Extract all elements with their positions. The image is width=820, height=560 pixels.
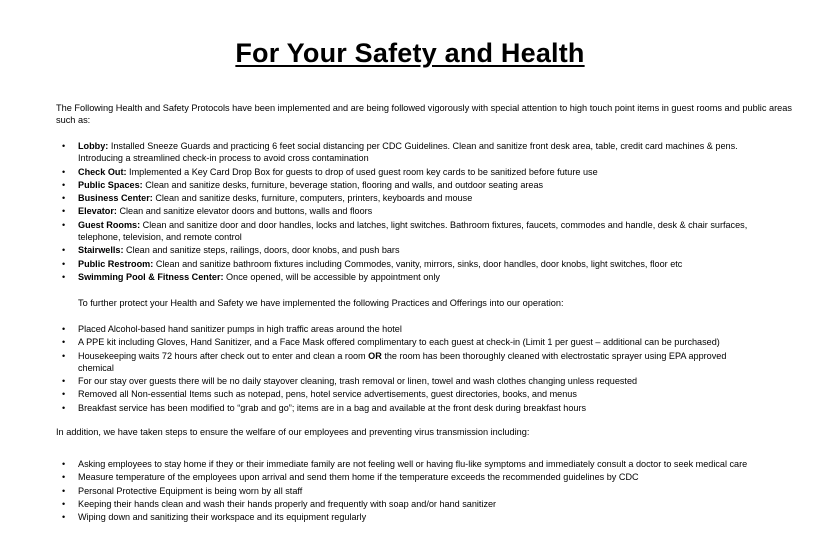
employees-heading: In addition, we have taken steps to ensure the welfare of our employees and preventing virus transmission including:: [56, 427, 530, 437]
bullet-icon: •: [62, 350, 66, 361]
practice-text: For our stay over guests there will be no daily stayover cleaning, trash removal or linen, towel and wash clothes changing unless requested: [78, 376, 638, 387]
list-item: [58, 219, 758, 244]
area-text: Clean and sanitize elevator doors and buttons, walls and floors: [116, 206, 373, 217]
area-text: Clean and sanitize steps, railings, doors, door knobs, and push bars: [123, 245, 400, 256]
list-item: [58, 350, 758, 375]
intro-paragraph: The Following Health and Safety Protocols have been implemented and are being followed vigorously with special attention to high touch point items in guest rooms and public areas such as:: [56, 103, 792, 125]
employee-measure-text: Asking employees to stay home if they or their immediate family are not feeling well or having flu-like symptoms and immediately consult a doctor to seek medical care: [78, 459, 748, 469]
area-text: Installed Sneeze Guards and practicing 6 feet social distancing per CDC Guidelines. Clean and sanitize front desk area, table, credit card machines & pens. Introducing a streamlined check-in process to avoid cross contamination: [78, 141, 738, 164]
list-item: [58, 140, 758, 165]
area-text: Once opened, will be accessible by appointment only: [223, 271, 440, 282]
area-text: Clean and sanitize bathroom fixtures including Commodes, vanity, mirrors, sinks, door handles, door knobs, light switches, floor etc: [153, 258, 683, 269]
list-item: [58, 375, 758, 387]
practice-text: Placed Alcohol-based hand sanitizer pumps in high traffic areas around the hotel: [78, 324, 402, 334]
bullet-icon: •: [62, 166, 66, 177]
employee-measure-text: Measure temperature of the employees upon arrival and send them home if the temperature exceeds the recommended guidelines by CDC: [78, 472, 639, 483]
list-item: [58, 179, 758, 191]
bullet-icon: •: [62, 485, 66, 496]
area-label: Public Spaces:: [78, 179, 143, 190]
list-item: [58, 192, 758, 204]
list-item: [58, 258, 758, 270]
practice-text: A PPE kit including Gloves, Hand Sanitizer, and a Face Mask offered complimentary to each guest at check-in (Limit 1 per guest – additional can be purchased): [78, 337, 720, 348]
employee-measure-text: Wiping down and sanitizing their workspace and its equipment regularly: [78, 512, 367, 523]
list-item: [58, 336, 758, 348]
list-item: [58, 485, 758, 497]
practices-list: [58, 323, 758, 415]
list-item: [58, 205, 758, 217]
list-item: [58, 458, 758, 470]
area-label: Swimming Pool & Fitness Center:: [78, 271, 224, 282]
bullet-icon: •: [62, 472, 66, 483]
bullet-icon: •: [62, 179, 66, 190]
area-text: Implemented a Key Card Drop Box for guests to drop of used guest room key cards to be sanitized before future use: [126, 166, 598, 177]
bullet-icon: •: [62, 498, 66, 509]
area-text: Clean and sanitize door and door handles, locks and latches, light switches. Bathroom fixtures, faucets, commodes and handle, desk & chair surfaces, telephone, television, and remote control: [78, 219, 748, 243]
list-item: [58, 402, 758, 414]
practice-text: Removed all Non-essential Items such as notepad, pens, hotel service advertisements, guest directories, books, and menus: [78, 389, 577, 400]
bullet-icon: •: [62, 206, 66, 217]
area-label: Public Restroom:: [78, 258, 154, 269]
bullet-icon: •: [62, 193, 66, 204]
practice-text: Housekeeping waits 72 hours after check out to enter and clean a room: [78, 350, 369, 361]
practice-text: Breakfast service has been modified to “grab and go”; items are in a bag and available at the front desk during breakfast hours: [78, 402, 587, 413]
area-text: Clean and sanitize desks, furniture, computers, printers, keyboards and mouse: [152, 193, 473, 204]
area-label: Business Center:: [78, 193, 153, 204]
employee-measure-text: Keeping their hands clean and wash their hands properly and frequently with soap and/or hand sanitizer: [78, 498, 497, 509]
bullet-icon: •: [62, 258, 66, 269]
bullet-icon: •: [62, 141, 66, 151]
employee-measure-text: Personal Protective Equipment is being worn by all staff: [78, 485, 303, 496]
bullet-icon: •: [62, 389, 66, 400]
bullet-icon: •: [62, 459, 66, 469]
list-item: [58, 511, 758, 523]
bullet-icon: •: [62, 245, 66, 256]
bullet-icon: •: [62, 324, 66, 334]
area-label: Guest Rooms:: [78, 219, 141, 230]
bullet-icon: •: [62, 337, 66, 348]
area-label: Check Out:: [78, 166, 127, 177]
bullet-icon: •: [62, 402, 66, 413]
bullet-icon: •: [62, 271, 66, 282]
area-label: Stairwells:: [78, 245, 124, 256]
list-item: [58, 166, 758, 178]
area-text: Clean and sanitize desks, furniture, beverage station, flooring and walls, and outdoor seating areas: [142, 179, 544, 190]
list-item: [58, 471, 758, 483]
page-title: For Your Safety and Health: [235, 38, 585, 68]
list-item: [58, 323, 758, 335]
practices-heading: To further protect your Health and Safety we have implemented the following Practices and Offerings into our operation:: [78, 298, 564, 308]
bullet-icon: •: [62, 219, 66, 230]
employees-list: [58, 458, 758, 524]
list-item: [58, 498, 758, 510]
list-item: [58, 244, 758, 256]
list-item: [58, 388, 758, 400]
bullet-icon: •: [62, 376, 66, 387]
practice-text-continued: the room has been thoroughly cleaned with electrostatic sprayer using EPA approved chemical: [78, 350, 727, 373]
practice-emphasis: OR: [368, 350, 382, 361]
bullet-icon: •: [62, 512, 66, 523]
area-label: Lobby:: [78, 141, 109, 151]
areas-list: [58, 140, 758, 284]
area-label: Elevator:: [78, 206, 117, 217]
list-item: [58, 271, 758, 283]
